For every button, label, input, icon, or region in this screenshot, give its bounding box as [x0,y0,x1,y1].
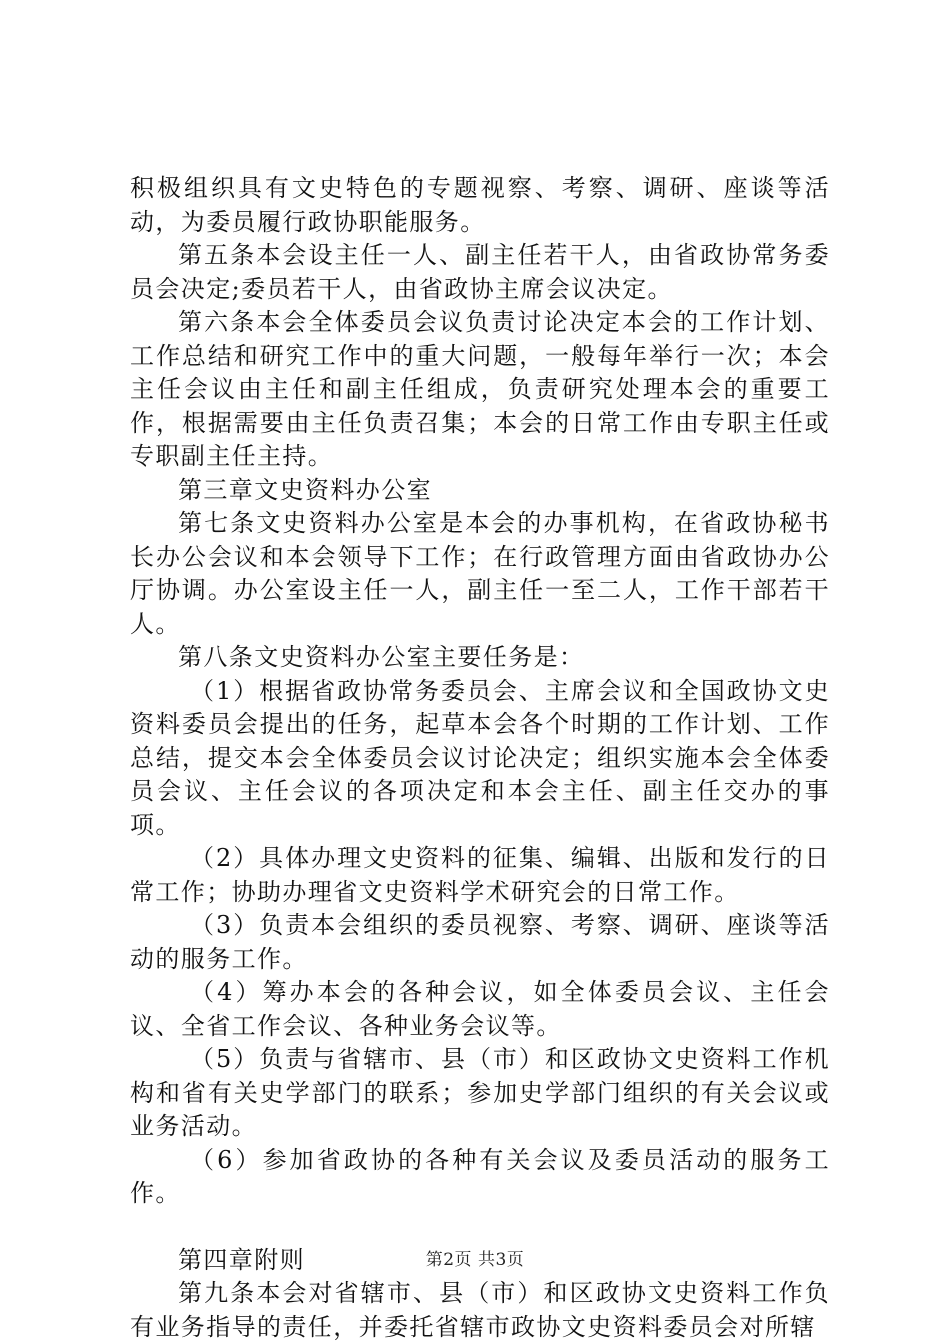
task-item-1: （1）根据省政协常务委员会、主席会议和全国政协文史资料委员会提出的任务，起草本会各个时期的工作计划、工作总结，提交本会全体委员会议讨论决定；组织实施本会全体委员会议、主任会议的各项决定和本会主任、副主任交办的事项。 [130,676,830,839]
chapter-3-heading: 第三章文史资料办公室 [178,475,432,504]
article-6-paragraph: 第六条本会全体委员会议负责讨论决定本会的工作计划、工作总结和研究工作中的重大问题，一般每年举行一次；本会主任会议由主任和副主任组成，负责研究处理本会的重要工作，根据需要由主任负责召集；本会的日常工作由专职主任或专职副主任主持。 [130,308,830,470]
article-7-paragraph: 第七条文史资料办公室是本会的办事机构，在省政协秘书长办公会议和本会领导下工作；在行政管理方面由省政协办公厅协调。办公室设主任一人，副主任一至二人，工作干部若干人。 [130,509,830,638]
task-item-6: （6）参加省政协的各种有关会议及委员活动的服务工作。 [130,1145,830,1207]
task-item-3: （3）负责本会组织的委员视察、考察、调研、座谈等活动的服务工作。 [130,911,830,973]
task-item-2: （2）具体办理文史资料的征集、编辑、出版和发行的日常工作；协助办理省文史资料学术研究会的日常工作。 [130,844,830,906]
task-item-4: （4）筹办本会的各种会议，如全体委员会议、主任会议、全省工作会议、各种业务会议等。 [130,978,830,1040]
task-item-5: （5）负责与省辖市、县（市）和区政协文史资料工作机构和省有关史学部门的联系；参加史学部门组织的有关会议或业务活动。 [130,1045,830,1140]
chapter-4-heading: 第四章附则 [178,1245,305,1274]
paragraph-continuation: 积极组织具有文史特色的专题视察、考察、调研、座谈等活动，为委员履行政协职能服务。 [130,174,830,236]
article-9-paragraph: 第九条本会对省辖市、县（市）和区政协文史资料工作负有业务指导的责任，并委托省辖市政协文史资料委员会对所辖 [130,1279,830,1341]
paragraph-spacer [130,1211,830,1244]
document-body [130,172,830,1344]
page-footer: 第2页 共3页 [425,1250,525,1270]
article-8-paragraph: 第八条文史资料办公室主要任务是： [178,643,585,671]
article-5-paragraph: 第五条本会设主任一人、副主任若干人，由省政协常务委员会决定;委员若干人，由省政协主席会议决定。 [130,241,830,303]
